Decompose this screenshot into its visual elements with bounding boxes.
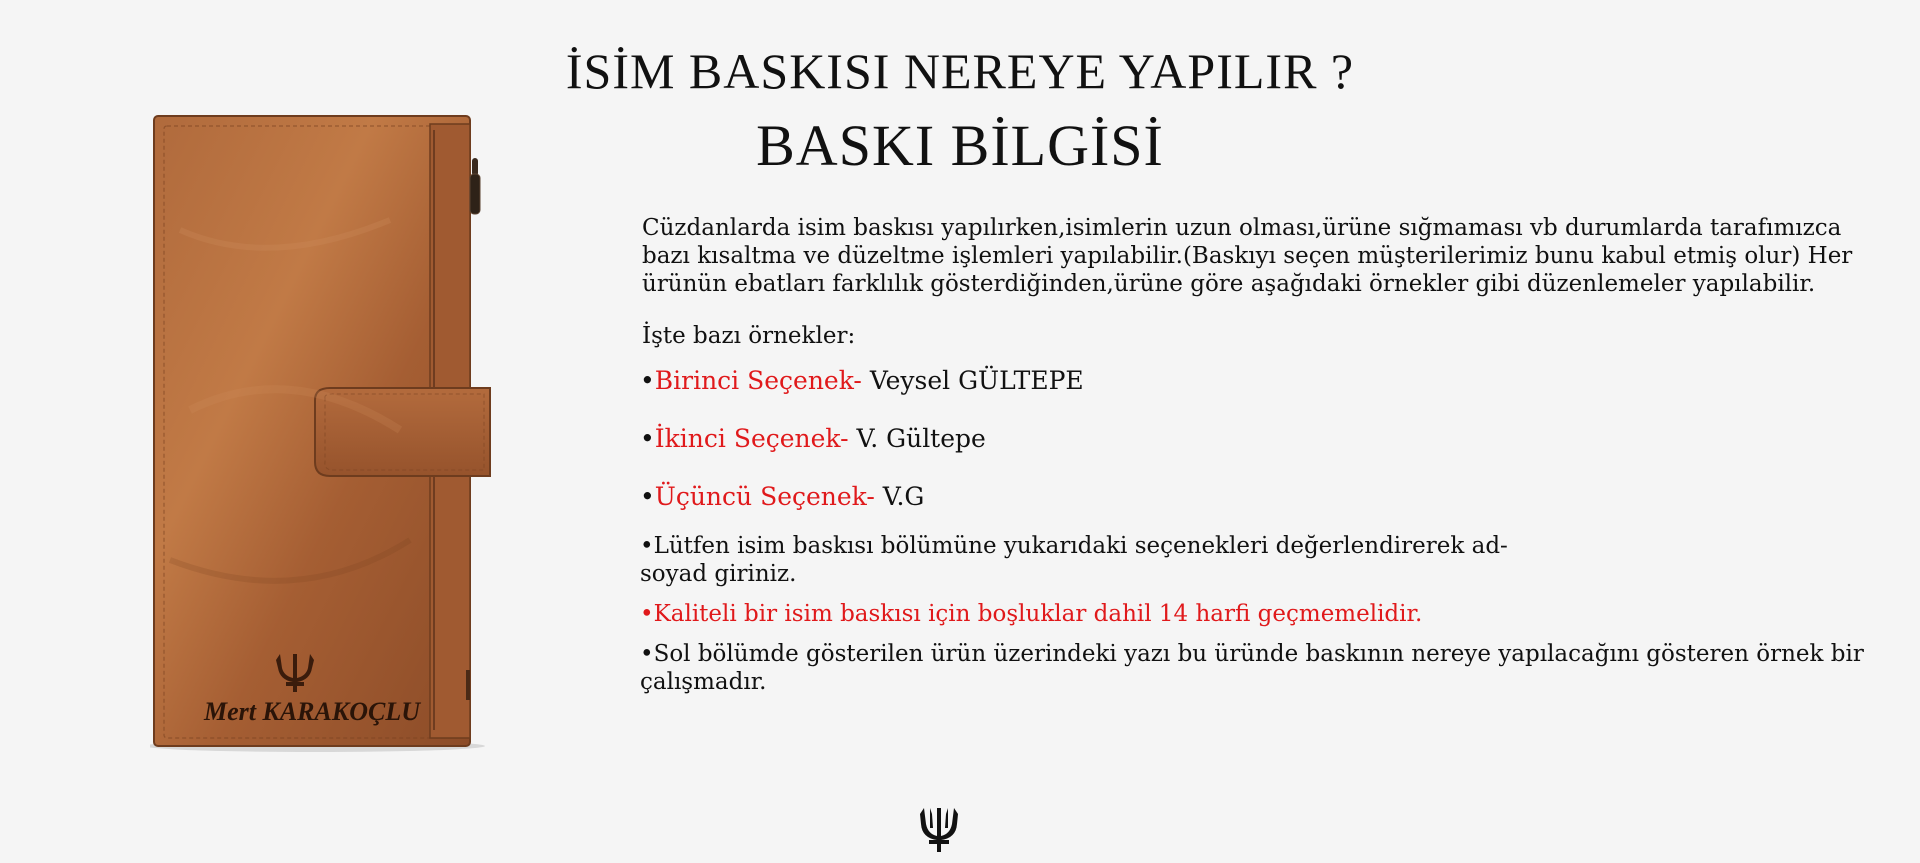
option-label: Üçüncü Seçenek-: [654, 482, 875, 511]
option-label: İkinci Seçenek-: [654, 424, 849, 453]
intro-paragraph: Cüzdanlarda isim baskısı yapılırken,isimlerin uzun olması,ürüne sığmaması vb durumlarda tarafımızca bazı kısaltma ve düzeltme işlemleri yapılabilir.(Baskıyı seçen müşterilerimiz bunu kabul etmiş olur) Her ürünün ebatları farklılık gösterdiğinden,ürüne göre aşağıdaki örnekler gibi düzenlemeler yapılabilir.: [642, 215, 1853, 297]
bullet: •: [640, 366, 655, 395]
option-3: [640, 482, 1870, 512]
print-info-content: [640, 214, 1870, 708]
examples-heading: İşte bazı örnekler:: [642, 323, 856, 349]
bullet: •: [640, 424, 655, 453]
note-enter-name: •Lütfen isim baskısı bölümüne yukarıdaki seçenekleri değerlendirerek ad-soyad giriniz.: [640, 533, 1508, 587]
option-value: Veysel GÜLTEPE: [861, 366, 1084, 395]
option-2: [640, 424, 1870, 454]
note-sample-info: •Sol bölümde gösterilen ürün üzerindeki yazı bu üründe baskının nereye yapılacağını gösteren örnek bir çalışmadır.: [640, 641, 1864, 695]
option-value: V. Gültepe: [848, 424, 986, 453]
option-value: V.G: [874, 482, 925, 511]
option-1: [640, 366, 1870, 396]
bullet: •: [640, 482, 655, 511]
option-label: Birinci Seçenek-: [654, 366, 862, 395]
page-title: İSİM BASKISI NEREYE YAPILIR ?: [565, 43, 1355, 99]
brand-logo: [918, 806, 960, 854]
trident-icon: [918, 806, 960, 854]
note-char-limit: •Kaliteli bir isim baskısı için boşluklar dahil 14 harfi geçmemelidir.: [640, 601, 1423, 627]
wallet-image: [150, 110, 500, 760]
engraved-name: Mert KARAKOÇLU: [204, 697, 420, 726]
section-title: BASKI BİLGİSİ: [756, 113, 1164, 178]
